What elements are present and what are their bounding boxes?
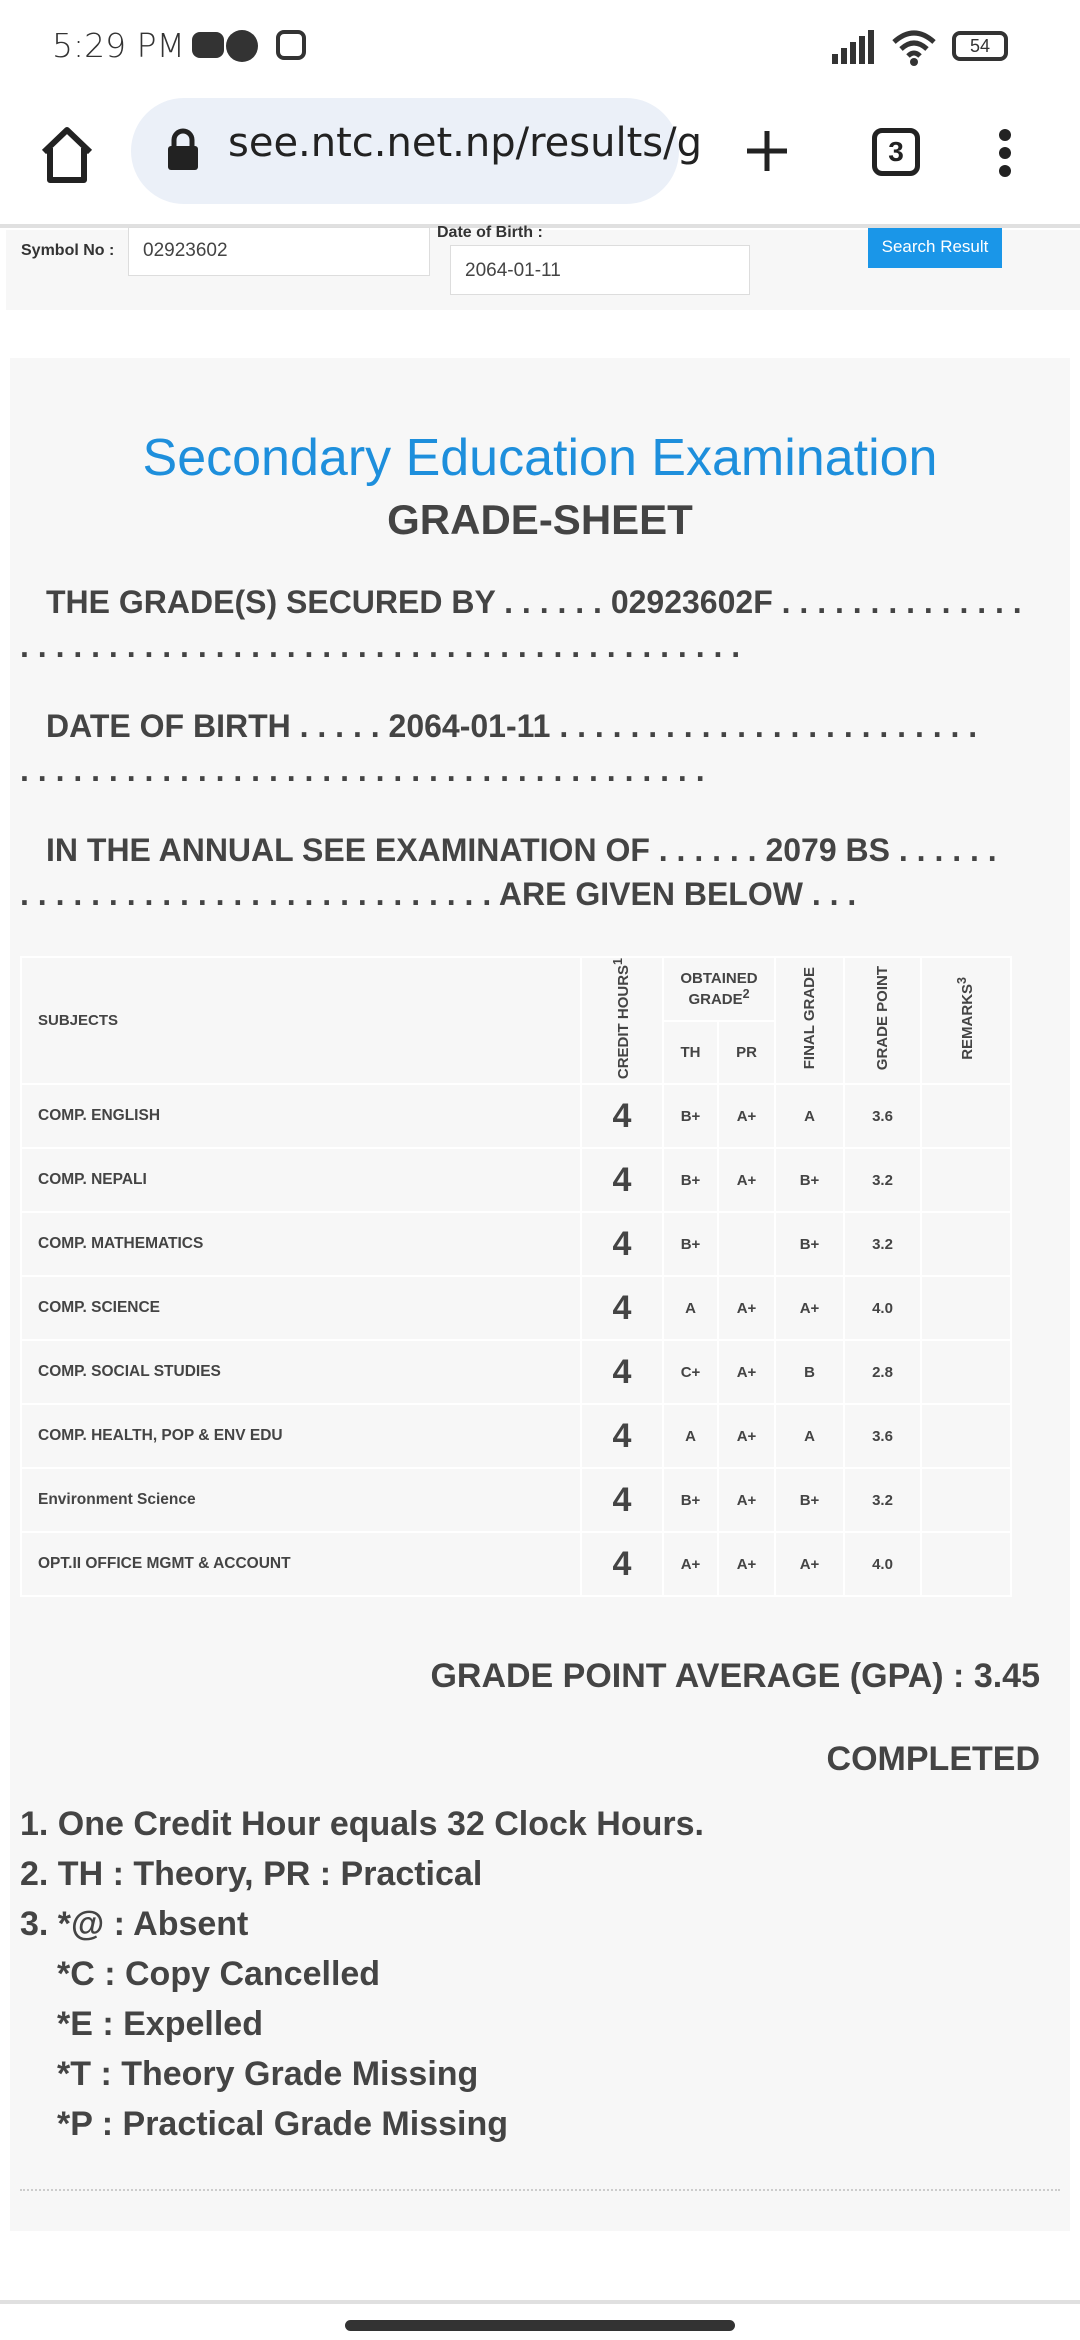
pr-grade-cell: A+ [718, 1404, 775, 1468]
secured-by-line: THE GRADE(S) SECURED BY . . . . . . 02923602F . . . . . . . . . . . . . . [46, 584, 1022, 620]
remarks-cell [921, 1148, 1011, 1212]
menu-icon[interactable] [994, 128, 1016, 178]
remarks-header: REMARKS$^3$ [921, 957, 1011, 1084]
credit-hours-cell: 4 [581, 1340, 663, 1404]
status-bar [0, 0, 1080, 90]
secured-by-group [20, 580, 1060, 668]
remarks-cell [921, 1532, 1011, 1596]
final-grade-cell: A+ [775, 1276, 844, 1340]
subject-cell: COMP. SCIENCE [21, 1276, 581, 1340]
credit-hours-cell: 4 [581, 1084, 663, 1148]
pr-grade-cell: A+ [718, 1340, 775, 1404]
subject-cell: COMP. NEPALI [21, 1148, 581, 1212]
exam-group [20, 828, 1060, 916]
pr-grade-cell: A+ [718, 1532, 775, 1596]
result-status: COMPLETED [826, 1740, 1040, 1779]
remarks-cell [921, 1212, 1011, 1276]
footnote: *T : Theory Grade Missing [57, 2055, 479, 2094]
final-grade-header: FINAL GRADE [775, 957, 844, 1084]
exam-line: IN THE ANNUAL SEE EXAMINATION OF . . . . . . 2079 BS . . . . . . [46, 832, 997, 868]
divider [20, 2189, 1060, 2191]
remarks-cell [921, 1468, 1011, 1532]
subject-cell: COMP. MATHEMATICS [21, 1212, 581, 1276]
clock: 5:29 PM [52, 26, 185, 65]
grade-point-cell: 4.0 [844, 1276, 921, 1340]
table-row [21, 1404, 1011, 1468]
th-grade-cell: A+ [663, 1532, 718, 1596]
grade-sheet-title: GRADE-SHEET [387, 496, 693, 543]
lock-icon[interactable] [167, 128, 199, 172]
table-row [21, 1340, 1011, 1404]
subject-cell: COMP. SOCIAL STUDIES [21, 1340, 581, 1404]
grade-point-cell: 3.6 [844, 1404, 921, 1468]
pr-grade-cell: A+ [718, 1468, 775, 1532]
given-below-line: . . . . . . . . . . . . . . . . . . . . . . . . . . . ARE GIVEN BELOW . . . [20, 876, 857, 912]
dots: . . . . . . . . . . . . . . . . . . . . . . . . . . . . . . . . . . . . . . . [20, 752, 705, 788]
subject-cell: COMP. ENGLISH [21, 1084, 581, 1148]
gpa: GRADE POINT AVERAGE (GPA) : 3.45 [430, 1657, 1040, 1696]
grade-point-header: GRADE POINT [844, 957, 921, 1084]
dob-input[interactable]: 2064-01-11 [450, 245, 750, 295]
table-row [21, 1468, 1011, 1532]
url-text[interactable]: see.ntc.net.np/results/g [228, 120, 702, 166]
table-row [21, 1276, 1011, 1340]
footnotes [20, 1799, 1060, 2149]
pr-grade-cell [718, 1212, 775, 1276]
footnote: 2. TH : Theory, PR : Practical [20, 1855, 483, 1894]
grade-sheet [10, 358, 1070, 2231]
remarks-cell [921, 1276, 1011, 1340]
th-grade-cell: C+ [663, 1340, 718, 1404]
subjects-header: SUBJECTS [21, 957, 581, 1084]
final-grade-cell: A [775, 1404, 844, 1468]
final-grade-cell: B [775, 1340, 844, 1404]
final-grade-cell: B+ [775, 1468, 844, 1532]
signal-icon [832, 30, 876, 64]
credit-hours-header: CREDIT HOURS$^1$ [581, 957, 663, 1084]
footnote: *E : Expelled [57, 2005, 263, 2044]
browser-toolbar [0, 90, 1080, 228]
home-icon[interactable] [40, 126, 94, 184]
final-grade-cell: A [775, 1084, 844, 1148]
dob-group [20, 704, 1060, 792]
instagram-icon [276, 30, 306, 60]
th-grade-cell: B+ [663, 1084, 718, 1148]
credit-hours-cell: 4 [581, 1404, 663, 1468]
address-bar[interactable] [131, 98, 702, 204]
table-row [21, 1148, 1011, 1212]
subject-cell: Environment Science [21, 1468, 581, 1532]
search-form [6, 224, 1080, 310]
symbol-input[interactable]: 02923602 [128, 227, 430, 276]
dob-label: Date of Birth : [437, 224, 543, 241]
pr-grade-cell: A+ [718, 1276, 775, 1340]
symbol-label: Symbol No : [21, 242, 115, 259]
table-row [21, 1532, 1011, 1596]
th-grade-cell: B+ [663, 1212, 718, 1276]
credit-hours-cell: 4 [581, 1148, 663, 1212]
dob-line: DATE OF BIRTH . . . . . 2064-01-11 . . . . . . . . . . . . . . . . . . . . . . . . [46, 708, 978, 744]
th-grade-cell: B+ [663, 1148, 718, 1212]
tab-switcher-button[interactable]: 3 [872, 128, 920, 176]
subject-cell: COMP. HEALTH, POP & ENV EDU [21, 1404, 581, 1468]
obtained-grade-header: OBTAINED GRADE$^2$ [663, 957, 775, 1021]
footnote: *C : Copy Cancelled [57, 1955, 381, 1994]
th-grade-cell: B+ [663, 1468, 718, 1532]
final-grade-cell: B+ [775, 1212, 844, 1276]
grades-table [20, 956, 1012, 1597]
remarks-cell [921, 1404, 1011, 1468]
pr-grade-cell: A+ [718, 1084, 775, 1148]
grade-point-cell: 3.2 [844, 1212, 921, 1276]
th-header: TH [663, 1021, 718, 1085]
remarks-cell [921, 1084, 1011, 1148]
subject-cell: OPT.II OFFICE MGMT & ACCOUNT [21, 1532, 581, 1596]
exam-title: Secondary Education Examination [142, 429, 938, 487]
messenger-icon [226, 30, 258, 62]
footnote: 1. One Credit Hour equals 32 Clock Hours. [20, 1805, 704, 1844]
footnote: *P : Practical Grade Missing [57, 2105, 508, 2144]
footnote: 3. *@ : Absent [20, 1905, 249, 1944]
discord-icon [192, 32, 224, 58]
credit-hours-cell: 4 [581, 1468, 663, 1532]
pr-grade-cell: A+ [718, 1148, 775, 1212]
grade-point-cell: 4.0 [844, 1532, 921, 1596]
final-grade-cell: A+ [775, 1532, 844, 1596]
table-row [21, 1084, 1011, 1148]
grade-point-cell: 2.8 [844, 1340, 921, 1404]
home-gesture-handle[interactable] [345, 2320, 735, 2331]
navigation-bar [0, 2300, 1080, 2340]
grade-point-cell: 3.2 [844, 1148, 921, 1212]
final-grade-cell: B+ [775, 1148, 844, 1212]
credit-hours-cell: 4 [581, 1532, 663, 1596]
pr-header: PR [718, 1021, 775, 1085]
remarks-cell [921, 1340, 1011, 1404]
credit-hours-cell: 4 [581, 1276, 663, 1340]
new-tab-icon[interactable] [745, 129, 789, 173]
battery-icon: 54 [952, 31, 1008, 61]
th-grade-cell: A [663, 1276, 718, 1340]
dots: . . . . . . . . . . . . . . . . . . . . . . . . . . . . . . . . . . . . . . . . . [20, 628, 741, 664]
th-grade-cell: A [663, 1404, 718, 1468]
grade-point-cell: 3.2 [844, 1468, 921, 1532]
credit-hours-cell: 4 [581, 1212, 663, 1276]
wifi-icon [890, 28, 938, 66]
grade-point-cell: 3.6 [844, 1084, 921, 1148]
search-result-button[interactable]: Search Result [868, 228, 1002, 268]
table-row [21, 1212, 1011, 1276]
